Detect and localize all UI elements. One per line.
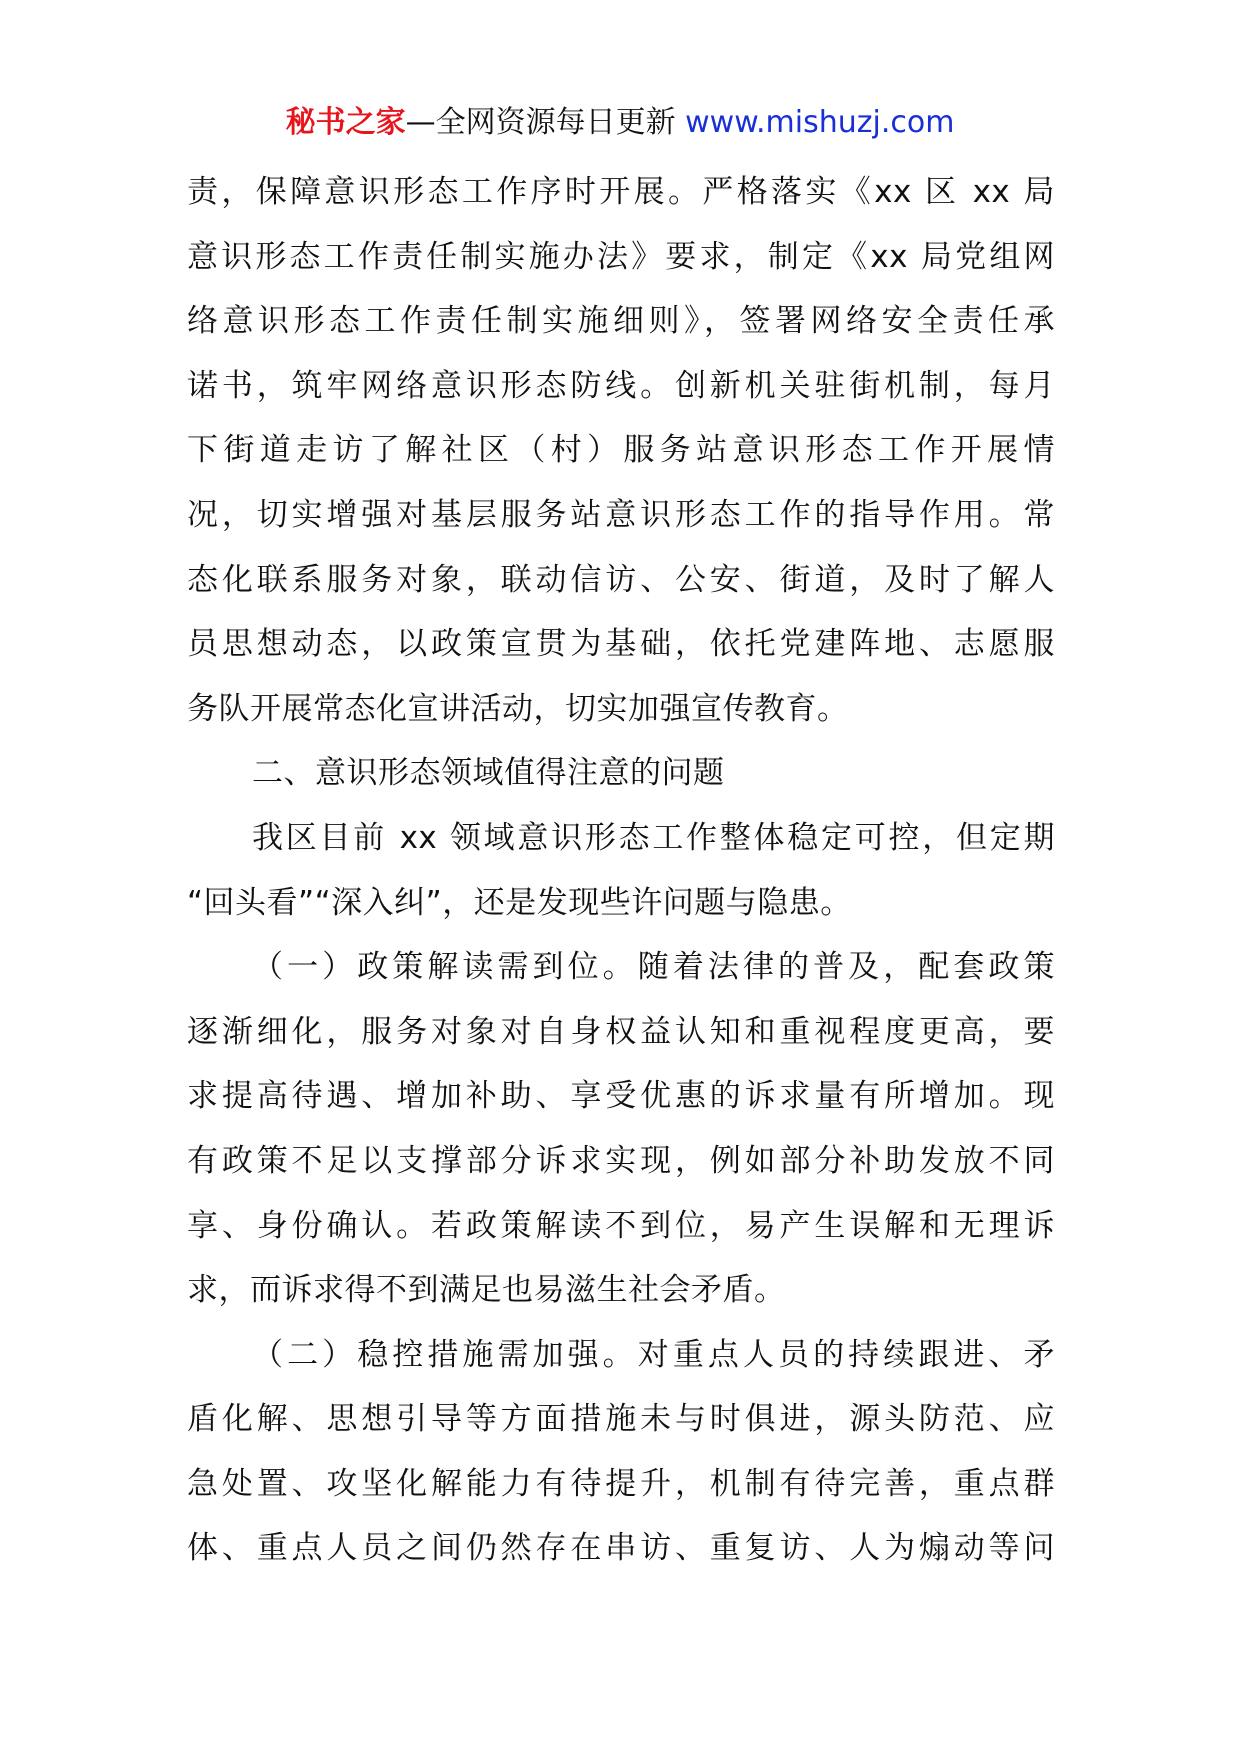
text-line: 逐渐细化，服务对象对自身权益认知和重视程度更高，要 [187,1013,1055,1050]
text-line: 体、重点人员之间仍然存在串访、重复访、人为煽动等问 [187,1530,1055,1567]
text-line: （一）政策解读需到位。随着法律的普及，配套政策 [252,949,1055,986]
text-line: 我区目前 xx 领域意识形态工作整体稳定可控，但定期 [252,819,1055,856]
text-line: 诺书，筑牢网络意识形态防线。创新机关驻街机制，每月 [187,367,1055,404]
site-brand: 秘书之家 [285,105,406,140]
text-line: 求，而诉求得不到满足也易滋生社会矛盾。 [187,1272,786,1309]
text-line: 态化联系服务对象，联动信访、公安、街道，及时了解人 [187,561,1055,598]
text-line: 况，切实增强对基层服务站意识形态工作的指导作用。常 [187,496,1055,533]
text-line: 责，保障意识形态工作序时开展。严格落实《xx 区 xx 局 [187,174,1055,210]
text-line: 员思想动态，以政策宣贯为基础，依托党建阵地、志愿服 [187,626,1055,663]
text-line: 有政策不足以支撑部分诉求实现，例如部分补助发放不同 [187,1142,1055,1179]
text-line: 盾化解、思想引导等方面措施未与时俱进，源头防范、应 [187,1401,1055,1438]
text-line: “回头看”“深入纠”，还是发现些许问题与隐患。 [187,884,852,921]
text-line: 求提高待遇、增加补助、享受优惠的诉求量有所增加。现 [187,1078,1055,1115]
text-line: 享、身份确认。若政策解读不到位，易产生误解和无理诉 [187,1207,1055,1244]
text-line: 务队开展常态化宣讲活动，切实加强宣传教育。 [187,690,849,727]
site-url-link[interactable]: www.mishuzj.com [685,105,955,140]
site-header [0,100,1240,146]
text-line: 络意识形态工作责任制实施细则》，签署网络安全责任承 [187,303,1055,340]
document-body [187,160,1055,1581]
site-slogan: —全网资源每日更新 [405,105,676,140]
text-line: 意识形态工作责任制实施办法》要求，制定《xx 局党组网 [187,238,1055,275]
text-line: 急处置、攻坚化解能力有待提升，机制有待完善，重点群 [187,1465,1055,1502]
text-line: （二）稳控措施需加强。对重点人员的持续跟进、矛 [252,1336,1055,1373]
text-line: 下街道走访了解社区（村）服务站意识形态工作开展情 [187,432,1055,469]
text-line: 二、意识形态领域值得注意的问题 [252,755,725,792]
